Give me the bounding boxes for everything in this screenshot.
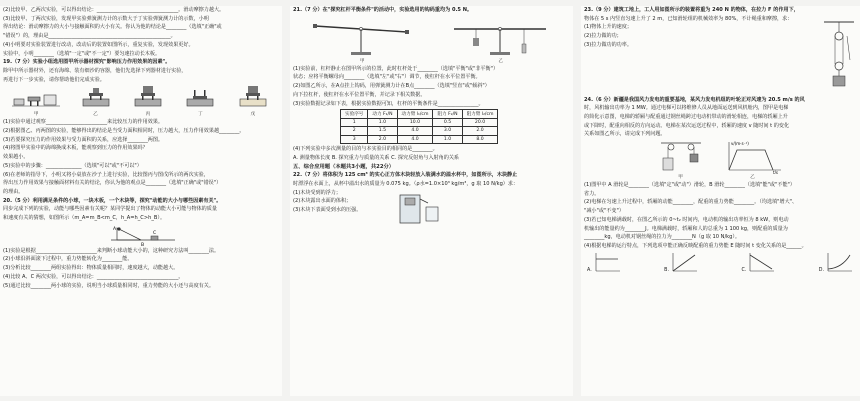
option-a bbox=[587, 251, 622, 273]
table-cell: 4.0 bbox=[397, 127, 433, 136]
table-cell: 1.5 bbox=[368, 127, 397, 136]
text-line: (3)比较甲、丁两次实验，发现甲实验弹簧测力计的示数大于丁实验弹簧测力计的示数，小明 bbox=[3, 15, 209, 22]
q23-text bbox=[581, 6, 802, 50]
question-heading: 22.（7 分）将体积为 125 cm³ 的实心正方体木块轻放入装满水的溢水杯中，如图所示，木块静止 bbox=[293, 172, 518, 179]
text-line: (4)比较 A、C 两次实验，可以得出结论：________________________________。 bbox=[3, 273, 184, 280]
table-cell: 8.0 bbox=[462, 135, 498, 144]
lever-jia-drawing bbox=[307, 16, 417, 58]
text-line: 时漂浮在水面上，从杯中溢出水的质量为 0.075 kg。（ρ水=1.0×10³ kg/m³，g 取 10 N/kg）求： bbox=[293, 181, 519, 188]
text-line: (4)将图甲实验中的海绵换成木板，能观察到压力的作用效果吗？ bbox=[3, 145, 148, 152]
text-line: (3)若要探究压力的作用效果与受力面积的关系，应选择________两图。 bbox=[3, 136, 164, 143]
text-line: ________kg，电动机对钢丝绳的拉力为________N（g 取 10 N/kg）。 bbox=[584, 234, 740, 241]
figure-ding-drawing bbox=[183, 85, 217, 111]
q22-body bbox=[290, 189, 573, 227]
figure-caption: 甲 bbox=[678, 175, 683, 181]
col2-lines3 bbox=[290, 145, 573, 227]
graph-x-label: t/s bbox=[772, 170, 778, 175]
table-cell: 1 bbox=[341, 118, 368, 127]
ramp-label-c: C bbox=[153, 230, 157, 236]
text-line: (1)实验中通过观察________________________来比较压力的作用效果。 bbox=[3, 119, 164, 126]
col2-lines2 bbox=[290, 65, 573, 109]
text-line: (3)拉力做功的功率。 bbox=[584, 41, 632, 48]
text-line: 的简化示意图，电梯的轿厢与配重通过钢丝绳跨过电动机带动的滑轮相连，电梯的轿厢上升 bbox=[584, 113, 788, 120]
text-line: 得出结论：滑动摩擦力的大小与接触面积的大小有关。你认为他的结论是________（选填"正确"或 bbox=[3, 24, 222, 31]
ramp-figure bbox=[3, 224, 279, 246]
figure-item bbox=[659, 140, 703, 180]
text-line: (4)根据电梯的运行特点，下列选项中能正确反映配重的重力势能 E 随时间 t 变化关系的是______。 bbox=[584, 242, 807, 249]
col3-lines3 bbox=[581, 181, 860, 251]
elevator-jia-drawing bbox=[659, 140, 703, 174]
text-line: (2)如图乙所示，在A点挂上钩码，用弹簧测力计在B点________（选填"竖直"或"倾斜"） bbox=[293, 83, 490, 90]
table-cell: 10.0 bbox=[397, 118, 433, 127]
text-line: (2)电梯在匀速上升过程中，轿厢的动能________，配重的重力势能________。（均选填"增大"、 bbox=[584, 199, 798, 206]
figure-item bbox=[446, 16, 556, 64]
text-line: 物体在 5 s 内竖直匀速上升了 2 m，已知滑轮组的机械效率为 80%，不计绳重和摩擦，求： bbox=[584, 15, 793, 22]
overflow-cup-drawing bbox=[394, 189, 444, 227]
figure-caption: 甲 bbox=[359, 58, 365, 64]
elevator-figure bbox=[584, 140, 857, 180]
table-cell: 2 bbox=[341, 127, 368, 136]
option-d-graph bbox=[826, 251, 854, 273]
figure-item bbox=[131, 85, 165, 117]
text-line: (2)比较甲、乙两次实验，可以得出结论：________________________________。滑动摩擦力越大。 bbox=[3, 7, 225, 13]
text-line: 同步完成下列的实验，动能与哪些因素有关呢？某同学提出了物体的动能大小可能与物体的质量 bbox=[3, 206, 217, 213]
option-a-graph bbox=[594, 251, 622, 273]
lever-data-table bbox=[340, 109, 498, 144]
table-row bbox=[341, 135, 498, 144]
table-cell: 2.0 bbox=[462, 127, 498, 136]
option-label: B. bbox=[664, 267, 669, 273]
option-label: D. bbox=[818, 267, 824, 273]
pulley-system-drawing bbox=[824, 20, 854, 100]
table-header: 阻力 F₂/N bbox=[433, 110, 462, 119]
spacer bbox=[581, 50, 860, 96]
option-label: C. bbox=[741, 267, 747, 273]
table-row bbox=[341, 118, 498, 127]
table-cell: 2.0 bbox=[368, 135, 397, 144]
table-cell: 0.5 bbox=[433, 118, 462, 127]
text-line: (1)实验前，杠杆静止在图甲所示的位置，此时杠杆处于________（选填"平衡"或"非平衡"） bbox=[293, 65, 499, 72]
pressure-experiment-figure bbox=[3, 85, 279, 117]
velocity-time-graph bbox=[723, 140, 783, 174]
text-line: "错误"）的，理由是________________________________________________。 bbox=[3, 33, 176, 40]
text-line: 时，风机输出功率为 1 MW。通过电梯可以将维修人员从地面运送到风机舱内，图甲是电梯 bbox=[584, 105, 789, 112]
text-line: 机输出的能量约为________J。电梯满载时，轿厢和人的总重为 1 100 kg，则配重的质量为 bbox=[584, 225, 788, 232]
text-line: (1)图甲中 A 滑轮是________（选填"定"或"动"）滑轮，B 滑轮________（选填"能"或"不能"） bbox=[584, 182, 795, 189]
text-line: 再进行下一步实验，请你帮助他们完成实验。 bbox=[3, 76, 105, 83]
column-right bbox=[581, 6, 860, 396]
text-line: 除甲中所示器材外，还有海绵、装有细沙的容器，他们先选择下列器材进行实验， bbox=[3, 67, 187, 74]
lever-figure bbox=[293, 16, 570, 64]
text-line: 和速度有关的猜想，如图所示（m_A=m_B<m_C，h_A=h_C>h_B）。 bbox=[3, 215, 166, 222]
col3-lines2 bbox=[581, 96, 860, 140]
text-line: (6)在老师的指导下，小明又将小桌放在沙子上进行实验，比较图丙与图戊所示的两次实验， bbox=[3, 171, 209, 178]
ramp-label-a: A bbox=[113, 226, 117, 232]
figure-item bbox=[12, 85, 60, 117]
text-line: (1)木块受到的浮力； bbox=[293, 189, 341, 196]
table-header: 动力臂 l₁/cm bbox=[397, 110, 433, 119]
table-cell: 20.0 bbox=[462, 118, 498, 127]
text-line: (2)木块露出水面的体积； bbox=[293, 198, 352, 205]
text-line: (2)拉力做的功； bbox=[584, 33, 622, 40]
q23-block bbox=[581, 6, 860, 50]
table-cell: 3.0 bbox=[433, 127, 462, 136]
text-line: (1)实验是根据________________________来判断小球动能大小的，这种研究方法叫________法。 bbox=[3, 247, 220, 254]
text-line: (4)小明要对实验装置进行改动，改动后的装置如图所示，重复实验，发现效果更好。 bbox=[3, 41, 194, 48]
question-heading: 24.（6 分）新疆是我国风力发电的重要基地，某风力发电机组的叶轮正对风速为 20.5 m/s 的风 bbox=[584, 96, 805, 103]
figure-item bbox=[183, 85, 217, 117]
option-b bbox=[664, 251, 699, 273]
figure-caption: 乙 bbox=[750, 175, 755, 181]
figure-caption: 乙 bbox=[498, 58, 504, 64]
question-heading: 23.（9 分）建筑工地上，工人用如图所示的装置将重为 240 N 的物体，在拉力 F 的作用下， bbox=[584, 7, 799, 13]
text-line: (4)下列实验中多次测量的目的与本实验目的相同的是________。 bbox=[293, 146, 438, 153]
figure-bing-drawing bbox=[131, 85, 165, 111]
question-heading: 20.（5 分）利用满足条件的小球，一块木板，一个木块等，探究"动能的大小与哪些因素有关"。 bbox=[3, 197, 222, 204]
text-line: 或下降时，配重向相反的方向运动。电梯在某次运送过程中，轿厢的速度 v 随时间 t 的变化 bbox=[584, 122, 790, 129]
table-cell: 1.0 bbox=[368, 118, 397, 127]
table-cell: 4.0 bbox=[397, 135, 433, 144]
answer-options bbox=[581, 251, 860, 273]
col1-lines bbox=[0, 6, 282, 84]
text-line: 效果越小。 bbox=[3, 154, 29, 161]
text-line: (1)物体上升的速度； bbox=[584, 24, 632, 31]
question-heading: 19.（7 分）实验小组选用图甲所示器材探究"影响压力作用效果的因素"。 bbox=[3, 59, 171, 66]
text-line: 向下拉杠杆，使杠杆在水平位置平衡，并记录下相关数据。 bbox=[293, 91, 426, 98]
table-cell: 1.0 bbox=[433, 135, 462, 144]
figure-caption: 戊 bbox=[250, 112, 256, 118]
text-line: (3)实验数据记录如下表，根据实验数据可知，杠杆的平衡条件是________________。 bbox=[293, 100, 484, 107]
text-line: (3)若已知电梯满载时，在图乙所示的 0~t₂ 时间内，电动机的输出功率恒为 8 kW，则电动 bbox=[584, 216, 789, 223]
column-middle bbox=[290, 6, 573, 396]
figure-caption: 丁 bbox=[198, 112, 203, 118]
figure-caption: 甲 bbox=[33, 112, 39, 118]
table-cell: 3 bbox=[341, 135, 368, 144]
q22-subquestions bbox=[290, 189, 364, 227]
table-row bbox=[341, 127, 498, 136]
text-line: 实验中，小明________（选填"一定"或"不一定"）要匀速拉动长木板。 bbox=[3, 50, 161, 57]
text-line: "减小"或"不变"） bbox=[584, 208, 624, 215]
figure-wu-drawing bbox=[236, 85, 270, 111]
text-line: (5)实验中的步骤：______________（选填"可以"或"不可以"） bbox=[3, 162, 142, 169]
figure-jia-drawing bbox=[12, 85, 60, 111]
text-line: 的理由。 bbox=[3, 188, 24, 195]
figure-caption: 丙 bbox=[145, 112, 151, 118]
lever-yi-drawing bbox=[446, 16, 556, 58]
table-header: 动力 F₁/N bbox=[368, 110, 397, 119]
text-line: 关系如图乙所示，请完成下列问题。 bbox=[584, 131, 666, 138]
ramp-drawing bbox=[101, 224, 181, 246]
option-d bbox=[819, 251, 854, 273]
col1-lines2 bbox=[0, 118, 282, 222]
col1-lines3 bbox=[0, 247, 282, 291]
figure-item bbox=[723, 140, 783, 180]
section-heading: 五、综合应用题（本题共3小题，共22分） bbox=[293, 163, 395, 170]
option-b-graph bbox=[671, 251, 699, 273]
text-line: 省力。 bbox=[584, 190, 600, 197]
text-line: 得出压力作用效果与接触面材料有关的结论，你认为他的观点是________（选填"正确"或"错误"） bbox=[3, 180, 222, 187]
text-line: A. 测量物体长度 B. 探究重力与质量的关系 C. 探究反射角与入射角的关系 bbox=[293, 154, 460, 161]
text-line: (2)根据图乙、丙两图的实验，能够得出的结论是当受力面积相同时，压力越大，压力作用效果越________。 bbox=[3, 128, 245, 135]
table-header: 实验序号 bbox=[341, 110, 368, 119]
table-header-row bbox=[341, 110, 498, 119]
text-line: 状态；应将平衡螺母向________（选填"左"或"右"）调节，使杠杆在水平位置平衡。 bbox=[293, 74, 481, 81]
text-line: (3)分析比较________两组实验得出：物体质量相同时，速度越大，动能越大。 bbox=[3, 265, 179, 272]
text-line: (3)木块下表面受到水的压强。 bbox=[293, 207, 362, 214]
option-c bbox=[741, 251, 776, 273]
option-c-graph bbox=[748, 251, 776, 273]
figure-caption: 乙 bbox=[93, 112, 98, 118]
figure-yi-drawing bbox=[79, 85, 113, 111]
table-header: 阻力臂 l₂/cm bbox=[462, 110, 498, 119]
option-label: A. bbox=[587, 267, 592, 273]
column-left bbox=[0, 6, 282, 396]
figure-item bbox=[79, 85, 113, 117]
text-line: (5)通过比较________两小球的实验，说明当小球质量相同时，重力势能的大小还与高度有关。 bbox=[3, 282, 214, 289]
question-heading: 21.（7 分）在"探究杠杆平衡条件"的活动中，实验选用的钩码重均为 0.5 N。 bbox=[293, 7, 473, 13]
graph-y-label: v/(m·s⁻¹) bbox=[730, 141, 749, 147]
figure-item bbox=[236, 85, 270, 117]
figure-item bbox=[307, 16, 417, 64]
text-line: (2)小球沿斜面滚下过程中，重力势能转化为________能。 bbox=[3, 256, 133, 263]
ramp-label-b: B bbox=[141, 242, 145, 246]
